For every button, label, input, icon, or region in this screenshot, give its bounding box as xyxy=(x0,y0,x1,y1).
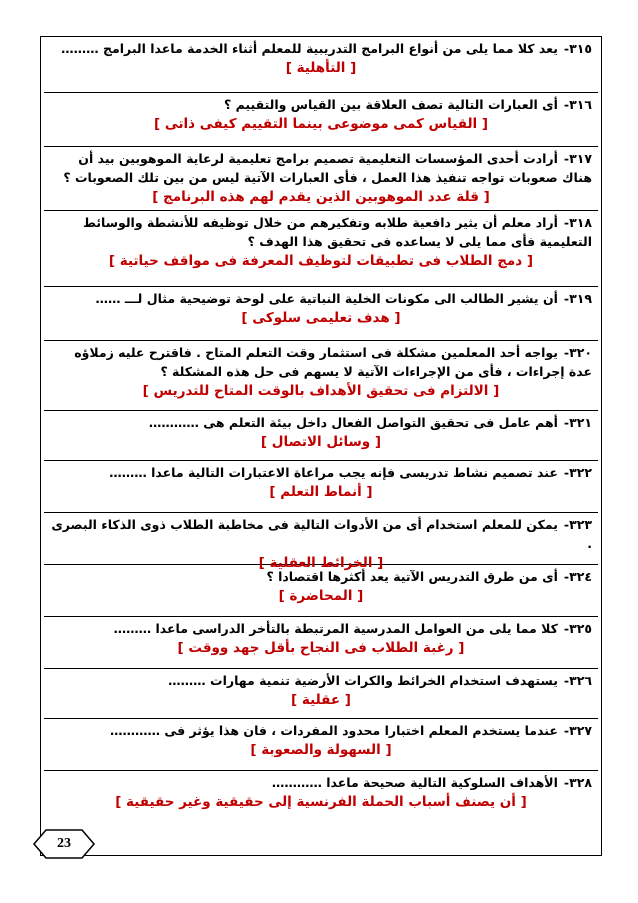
question-text: ٣١٩-أن يشير الطالب الى مكونات الخلية النباتية على لوحة توضيحية مثال لـــ …… xyxy=(95,291,592,306)
question-text: ٣٢٤-أى من طرق التدريس الآتية يعد أكثرها اقتصادا ؟ xyxy=(266,569,592,584)
question-block xyxy=(44,719,598,771)
answer: [ وسائل الاتصال ] xyxy=(260,434,382,450)
question-block xyxy=(44,669,598,719)
question-text: ٣٢٠-يواجه أحد المعلمين مشكلة فى استثمار وقت التعلم المتاح . فاقترح عليه زملاؤه عدة إجراءات ، فأى من الإجراءات الآتية لا يسهم فى حل هذه المشكلة ؟ xyxy=(74,345,592,379)
question-block xyxy=(44,771,598,825)
question-text: ٣١٦-أى العبارات التالية تصف العلاقة بين القياس والتقييم ؟ xyxy=(223,97,592,112)
question-text: ٣١٨-أراد معلم أن يثير دافعية طلابه وتفكيرهم من خلال توظيفه للأنشطة والوسائط التعليمية فأى مما يلى لا يساعده فى تحقيق هذا الهدف ؟ xyxy=(82,215,592,249)
answer: [ المحاضرة ] xyxy=(278,588,364,604)
page-number: 23 xyxy=(57,836,71,851)
answer: [ الالتزام فى تحقيق الأهداف بالوقت المتاح للتدريس ] xyxy=(142,383,500,399)
question-text: ٣٢٥-كلا مما يلى من العوامل المدرسية المرتبطة بالتأخر الدراسى ماعدا ……… xyxy=(113,621,592,636)
question-block xyxy=(44,287,598,341)
question-block xyxy=(44,341,598,411)
question-block xyxy=(44,617,598,669)
question-text: ٣١٧-أرادت أحدى المؤسسات التعليمية تصميم برامج تعليمية لرعاية الموهوبين بيد أن هناك صعوبات تواجه تنفيذ هذا العمل ، فأى العبارات الآتية ليس من بين تلك الصعوبات ؟ xyxy=(63,151,592,185)
question-block xyxy=(44,513,598,571)
answer: [ التأهلية ] xyxy=(285,60,357,76)
answer: [ أن يصنف أسباب الحملة الفرنسية إلى حقيقية وغير حقيقية ] xyxy=(115,794,527,810)
answer: [ أنماط التعلم ] xyxy=(269,484,373,500)
answer: [ عقلية ] xyxy=(291,692,351,708)
question-text: ٣٢١-أهم عامل فى تحقيق التواصل الفعال داخل بيئة التعلم هى ………… xyxy=(148,415,592,430)
question-text: ٣٢٦-يستهدف استخدام الخرائط والكرات الأرضية تنمية مهارات ……… xyxy=(168,673,592,688)
answer: [ هدف تعليمى سلوكى ] xyxy=(241,310,401,326)
question-text: ٣٢٨-الأهداف السلوكية التالية صحيحة ماعدا ………… xyxy=(271,775,592,790)
answer: [ رغبة الطلاب فى النجاح بأقل جهد ووقت ] xyxy=(177,640,465,656)
question-text: ٣٢٣-يمكن للمعلم استخدام أى من الأدوات التالية فى مخاطبة الطلاب ذوى الذكاء البصرى . xyxy=(51,517,592,551)
question-text: ٣١٥-يعد كلا مما يلى من أنواع البرامج التدريبية للمعلم أثناء الخدمة ماعدا البرامج ……… xyxy=(61,41,592,56)
answer: [ القياس كمى موضوعى بينما التقييم كيفى ذاتى ] xyxy=(153,116,489,132)
question-block xyxy=(44,37,598,93)
answer: [ السهولة والصعوبة ] xyxy=(250,742,392,758)
question-block xyxy=(44,211,598,287)
question-block xyxy=(44,147,598,211)
question-block xyxy=(44,461,598,513)
answer: [ دمج الطلاب فى تطبيقات لتوظيف المعرفة فى مواقف حياتية ] xyxy=(108,253,534,269)
question-text: ٣٢٢-عند تصميم نشاط تدريسى فإنه يجب مراعاة الاعتبارات التالية ماعدا ……… xyxy=(109,465,592,480)
question-block xyxy=(44,565,598,617)
answer: [ قلة عدد الموهوبين الذين يقدم لهم هذه البرنامج ] xyxy=(152,189,490,205)
page-number-badge xyxy=(32,828,96,860)
question-text: ٣٢٧-عندما يستخدم المعلم اختبارا محدود المفردات ، فان هذا يؤثر فى ………… xyxy=(109,723,592,738)
question-block xyxy=(44,93,598,147)
question-block xyxy=(44,411,598,461)
answer: [ الخرائط العقلية ] xyxy=(258,555,384,571)
